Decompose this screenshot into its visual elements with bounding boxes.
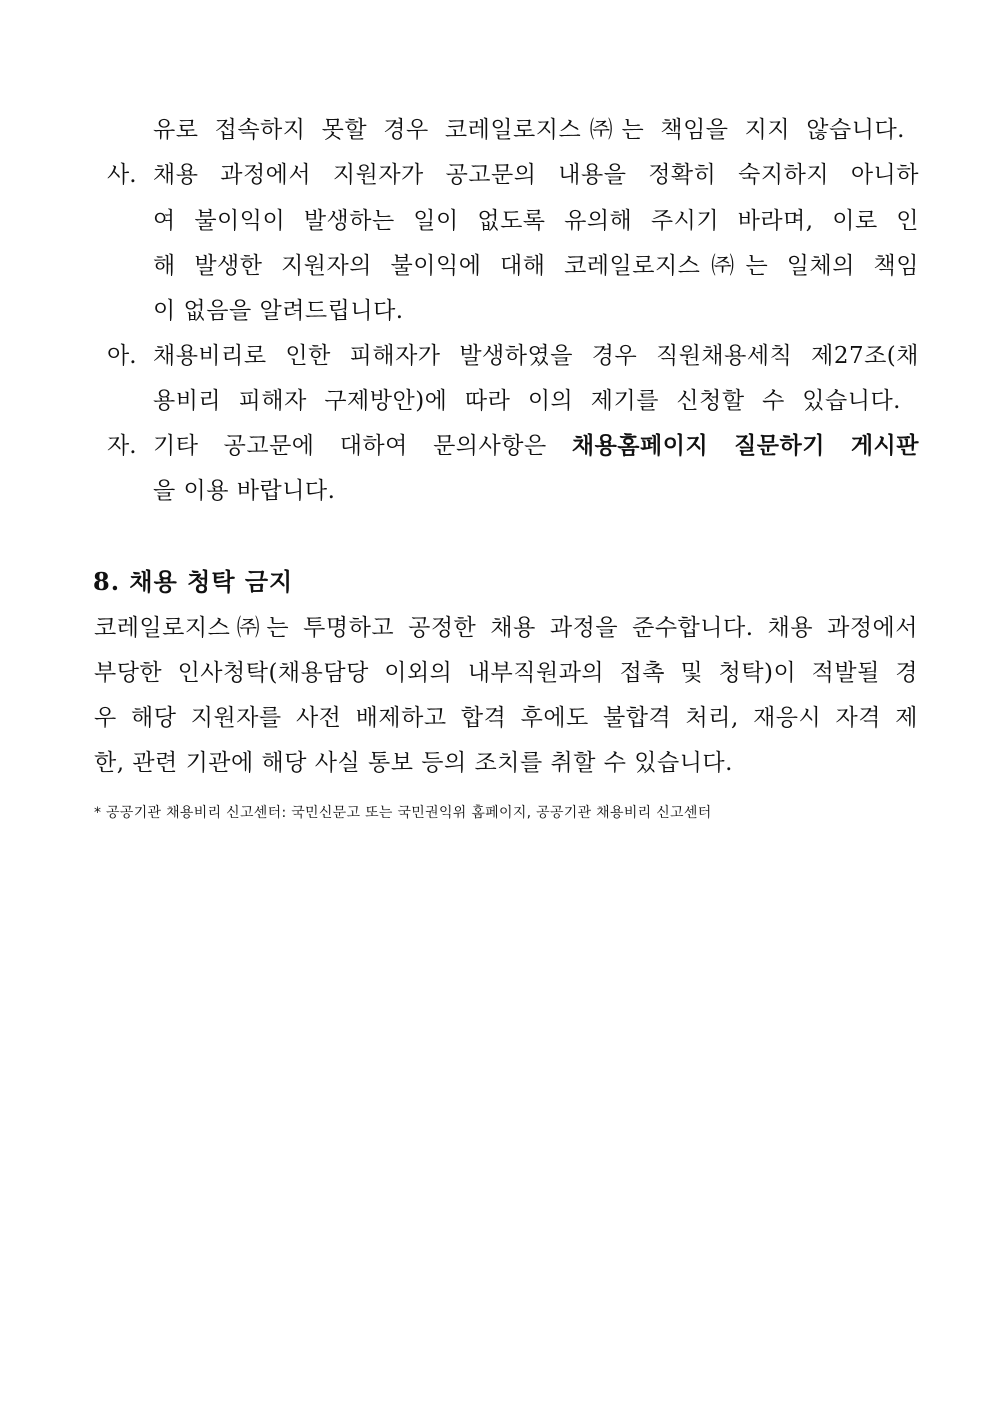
section-heading: 8. 채용 청탁 금지	[93, 567, 294, 596]
list-item-marker-ja: 자.	[107, 433, 137, 459]
section-paragraph-line-2: 부당한 인사청탁(채용담당 이외의 내부직원과의 접촉 및 청탁)이 적발될 경	[94, 660, 918, 686]
list-item-marker-sa: 사.	[107, 162, 137, 188]
section-paragraph-line-3: 우 해당 지원자를 사전 배제하고 합격 후에도 불합격 처리, 재응시 자격 제	[94, 705, 918, 731]
footnote: * 공공기관 채용비리 신고센터: 국민신문고 또는 국민권익위 홈페이지, 공공기관 채용비리 신고센터	[94, 805, 712, 821]
list-item-a-line-2: 용비리 피해자 구제방안)에 따라 이의 제기를 신청할 수 있습니다.	[153, 388, 901, 414]
list-item-sa-line-2: 여 불이익이 발생하는 일이 없도록 유의해 주시기 바라며, 이로 인	[153, 208, 919, 234]
section-paragraph-line-1: 코레일로지스㈜는 투명하고 공정한 채용 과정을 준수합니다. 채용 과정에서	[94, 615, 918, 641]
list-item-sa-line-4: 이 없음을 알려드립니다.	[153, 298, 404, 324]
qna-board-reference: 채용홈페이지 질문하기 게시판	[571, 432, 919, 459]
list-item-sa-line-3: 해 발생한 지원자의 불이익에 대해 코레일로지스㈜는 일체의 책임	[153, 253, 919, 279]
list-item-ja-text: 기타 공고문에 대하여 문의사항은	[153, 433, 572, 459]
list-item-ja-line-2: 을 이용 바랍니다.	[153, 478, 336, 504]
list-item-sa-line-1: 채용 과정에서 지원자가 공고문의 내용을 정확히 숙지하지 아니하	[153, 162, 919, 188]
list-item-ja-line-1	[153, 431, 919, 461]
list-item-marker-a: 아.	[107, 343, 137, 369]
section-paragraph-line-4: 한, 관련 기관에 해당 사실 통보 등의 조치를 취할 수 있습니다.	[94, 750, 733, 776]
list-item-a-line-1: 채용비리로 인한 피해자가 발생하였을 경우 직원채용세칙 제27조(채	[153, 343, 919, 369]
list-item-continuation: 유로 접속하지 못할 경우 코레일로지스㈜는 책임을 지지 않습니다.	[153, 117, 905, 143]
